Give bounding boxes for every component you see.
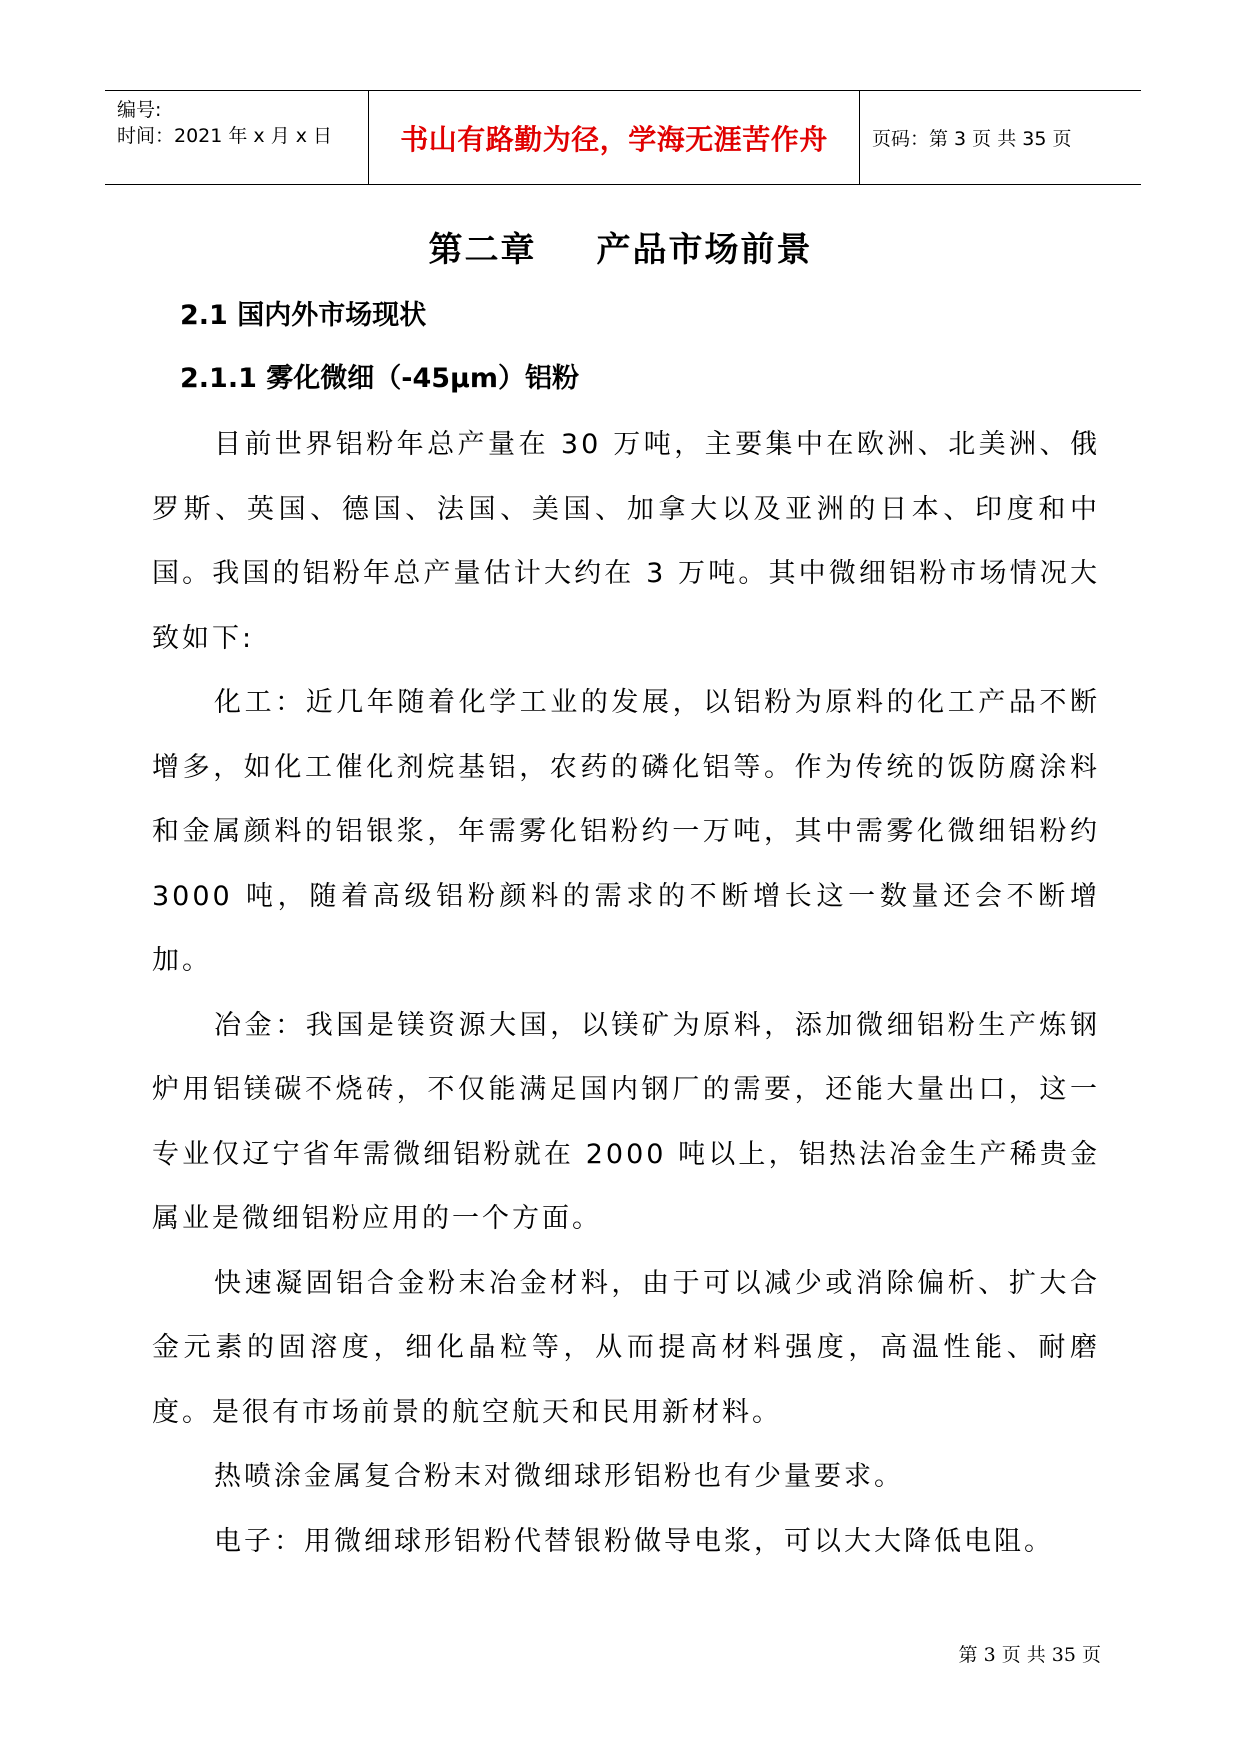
paragraph-rapid-solidification: 快速凝固铝合金粉末冶金材料，由于可以减少或消除偏析、扩大合金元素的固溶度，细化晶粒等，从而提高材料强度，高温性能、耐磨度。是很有市场前景的航空航天和民用新材料。 <box>152 1267 1100 1428</box>
body-text <box>152 413 1100 1574</box>
header-page-info: 页码：第 3 页 共 35 页 <box>872 128 1072 150</box>
paragraph-thermal-spray: 热喷涂金属复合粉末对微细球形铝粉也有少量要求。 <box>214 1461 904 1492</box>
header-motto: 书山有路勤为径，学海无涯苦作舟 <box>369 91 860 184</box>
paragraph-metallurgy: 冶金：我国是镁资源大国，以镁矿为原料，添加微细铝粉生产炼钢炉用铝镁碳不烧砖，不仅能满足国内钢厂的需要，还能大量出口，这一专业仅辽宁省年需微细铝粉就在 2000 吨以上，铝热法冶金生产稀贵金属业是微细铝粉应用的一个方面。 <box>152 1009 1100 1234</box>
paragraph-chemical: 化工：近几年随着化学工业的发展，以铝粉为原料的化工产品不断增多，如化工催化剂烷基铝，农药的磷化铝等。作为传统的饭防腐涂料和金属颜料的铝银浆，年需雾化铝粉约一万吨，其中需雾化微细铝粉约 3000 吨，随着高级铝粉颜料的需求的不断增长这一数量还会不断增加。 <box>152 687 1100 976</box>
page-header <box>105 90 1141 185</box>
chapter-number: 第二章 <box>428 230 537 270</box>
document-time: 时间：2021 年 x 月 x 日 <box>117 125 333 147</box>
header-meta-cell <box>105 91 369 184</box>
document-number-label: 编号: <box>117 99 162 121</box>
page-footer: 第 3 页 共 35 页 <box>958 1644 1101 1666</box>
paragraph-world-output: 目前世界铝粉年总产量在 30 万吨，主要集中在欧洲、北美洲、俄罗斯、英国、德国、法国、美国、加拿大以及亚洲的日本、印度和中国。我国的铝粉年总产量估计大约在 3 万吨。其中微细铝粉市场情况大致如下: <box>152 429 1100 654</box>
chapter-title <box>0 222 1241 271</box>
chapter-name: 产品市场前景 <box>596 230 813 270</box>
paragraph-electronics: 电子：用微细球形铝粉代替银粉做导电浆，可以大大降低电阻。 <box>214 1525 1054 1557</box>
section-heading-2-1-1: 2.1.1 雾化微细（-45μm）铝粉 <box>180 363 580 394</box>
section-heading-2-1: 2.1 国内外市场现状 <box>180 300 427 331</box>
